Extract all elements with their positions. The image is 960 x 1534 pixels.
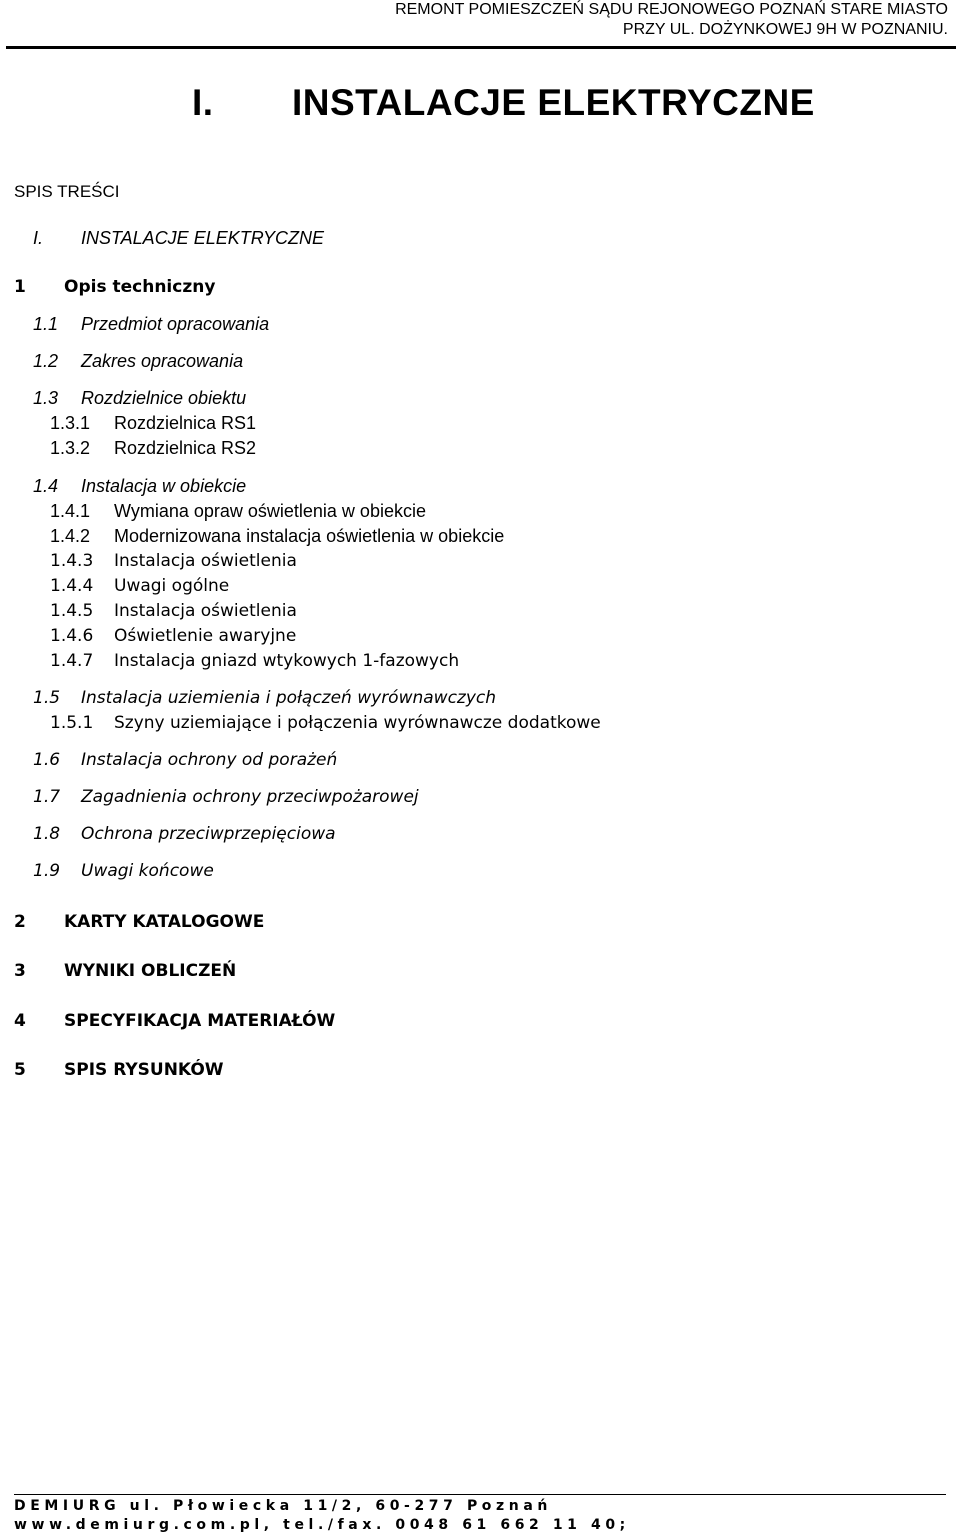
toc-entry[interactable]	[50, 526, 504, 547]
toc-entry[interactable]	[33, 476, 246, 497]
toc-entry[interactable]	[14, 277, 215, 297]
toc-entry-number: 1.8	[33, 824, 61, 844]
toc-entry[interactable]	[33, 351, 243, 372]
page-title	[192, 82, 815, 124]
toc-entry[interactable]	[50, 601, 297, 621]
toc-entry-text: KARTY KATALOGOWE	[64, 912, 265, 932]
toc-entry-number: 1	[14, 277, 26, 297]
toc-entry-text: Uwagi końcowe	[81, 861, 214, 881]
toc-entry-text: SPIS RYSUNKÓW	[64, 1060, 224, 1080]
toc-entry[interactable]	[50, 551, 297, 571]
toc-entry-text: Ochrona przeciwprzepięciowa	[81, 824, 336, 844]
toc-entry-number: 1.2	[33, 351, 59, 371]
toc-entry-number: 1.4.4	[50, 576, 94, 596]
toc-entry-text: Modernizowana instalacja oświetlenia w obiekcie	[114, 526, 505, 546]
toc-entry[interactable]	[50, 576, 229, 596]
toc-entry-number: 1.4.3	[50, 551, 94, 571]
toc-entry-text: Wymiana opraw oświetlenia w obiekcie	[114, 501, 426, 521]
toc-entry-text: Rozdzielnice obiektu	[81, 388, 247, 408]
toc-entry-text: Instalacja w obiekcie	[81, 476, 247, 496]
toc-entry-text: Instalacja oświetlenia	[114, 601, 297, 621]
page-title-text: INSTALACJE ELEKTRYCZNE	[292, 82, 815, 123]
page-title-number: I.	[192, 82, 214, 123]
document-header	[248, 0, 948, 40]
toc-entry[interactable]	[33, 314, 269, 335]
toc-entry-text: Zagadnienia ochrony przeciwpożarowej	[81, 787, 419, 807]
toc-entry-number: 1.7	[33, 787, 61, 807]
toc-entry-number: 1.3.1	[50, 413, 91, 433]
toc-entry[interactable]	[33, 824, 336, 844]
toc-entry-text: Instalacja ochrony od porażeń	[81, 750, 338, 770]
toc-heading: SPIS TREŚCI	[14, 182, 120, 201]
toc-entry-number: 1.1	[33, 314, 59, 334]
toc-entry-text: Rozdzielnica RS1	[114, 413, 257, 433]
toc-entry[interactable]	[50, 651, 459, 671]
toc-entry-text: Zakres opracowania	[81, 351, 244, 371]
toc-entry-number: 1.4.1	[50, 501, 91, 521]
toc-entry-number: 1.3	[33, 388, 59, 408]
toc-entry-text: Oświetlenie awaryjne	[114, 626, 297, 646]
toc-entry-number: 1.4.2	[50, 526, 91, 546]
toc-entry[interactable]	[33, 688, 496, 708]
toc-entry[interactable]	[14, 912, 264, 932]
toc-entry-text: Rozdzielnica RS2	[114, 438, 257, 458]
footer-address: DEMIURG ul. Płowiecka 11/2, 60-277 Poznań	[14, 1498, 552, 1514]
toc-entry-number: I.	[33, 228, 44, 248]
toc-entry-number: 1.5.1	[50, 713, 94, 733]
footer-contact: www.demiurg.com.pl, tel./fax. 0048 61 662 11 40;	[14, 1517, 630, 1533]
toc-entry-text: SPECYFIKACJA MATERIAŁÓW	[64, 1011, 336, 1031]
toc-entry-number: 3	[14, 961, 26, 981]
toc-entry-number: 2	[14, 912, 26, 932]
toc-entry[interactable]	[50, 438, 256, 459]
toc-entry-number: 5	[14, 1060, 26, 1080]
toc-entry[interactable]	[50, 501, 426, 522]
toc-entry-text: WYNIKI OBLICZEŃ	[64, 961, 237, 981]
header-line-2: PRZY UL. DOŻYNKOWEJ 9H W POZNANIU.	[622, 21, 948, 38]
toc-entry[interactable]	[50, 413, 256, 434]
toc-entry-text: Instalacja oświetlenia	[114, 551, 297, 571]
footer-divider	[14, 1494, 946, 1495]
toc-entry-number: 1.4	[33, 476, 59, 496]
toc-entry-number: 1.3.2	[50, 438, 91, 458]
toc-entry-text: INSTALACJE ELEKTRYCZNE	[81, 228, 325, 248]
toc-entry[interactable]	[33, 228, 324, 249]
toc-entry-text: Przedmiot opracowania	[81, 314, 270, 334]
toc-entry[interactable]	[14, 961, 236, 981]
toc-entry[interactable]	[14, 1060, 224, 1080]
toc-entry-number: 4	[14, 1011, 26, 1031]
toc-entry-text: Szyny uziemiające i połączenia wyrównawcze dodatkowe	[114, 713, 601, 733]
toc-entry[interactable]	[50, 713, 601, 733]
toc-entry-number: 1.4.5	[50, 601, 94, 621]
toc-entry-number: 1.4.6	[50, 626, 94, 646]
toc-entry-text: Instalacja uziemienia i połączeń wyrównawczych	[81, 688, 497, 708]
toc-entry[interactable]	[50, 626, 296, 646]
toc-entry-number: 1.5	[33, 688, 61, 708]
toc-entry-text: Instalacja gniazd wtykowych 1-fazowych	[114, 651, 460, 671]
toc-entry[interactable]	[14, 1011, 335, 1031]
toc-entry-text: Uwagi ogólne	[114, 576, 230, 596]
toc-entry-text: Opis techniczny	[64, 277, 216, 297]
toc-entry-number: 1.9	[33, 861, 61, 881]
toc-entry[interactable]	[33, 750, 337, 770]
header-divider	[6, 46, 956, 49]
toc-entry-number: 1.6	[33, 750, 61, 770]
toc-entry[interactable]	[33, 861, 214, 881]
toc-entry[interactable]	[33, 787, 419, 807]
toc-entry-number: 1.4.7	[50, 651, 94, 671]
header-line-1: REMONT POMIESZCZEŃ SĄDU REJONOWEGO POZNAŃ STARE MIASTO	[395, 1, 948, 18]
toc-entry[interactable]	[33, 388, 246, 409]
